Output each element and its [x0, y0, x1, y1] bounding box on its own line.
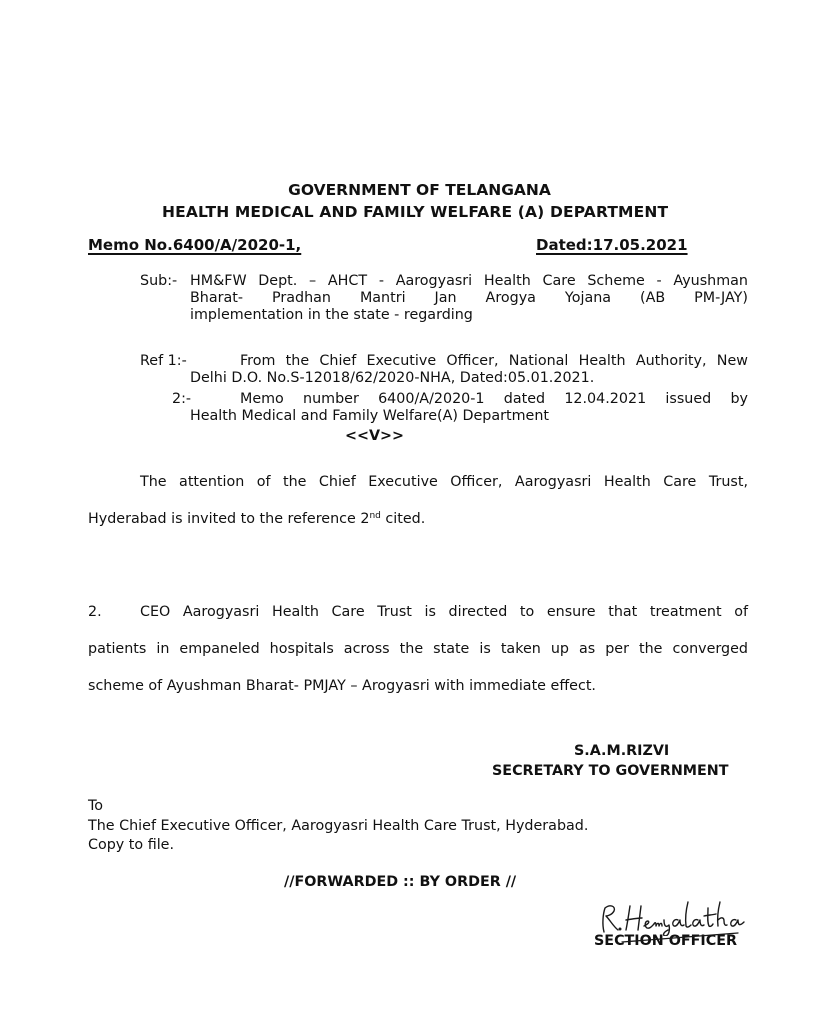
subject-label: Sub:-	[140, 273, 178, 289]
paragraph-2	[88, 594, 748, 705]
subject-text	[190, 273, 748, 324]
forwarded-by-order: //FORWARDED :: BY ORDER //	[284, 874, 517, 890]
handwritten-signature	[596, 896, 766, 936]
department-heading: HEALTH MEDICAL AND FAMILY WELFARE (A) DEPARTMENT	[162, 203, 669, 221]
paragraph-1-text-end: cited.	[380, 511, 426, 527]
paragraph-1-text: Hyderabad is invited to the reference 2	[88, 511, 370, 527]
reference-2-line: Health Medical and Family Welfare(A) Department	[190, 408, 550, 424]
paragraph-2-line: patients in empaneled hospitals across the state is taken up as per the converged	[88, 641, 748, 657]
section-officer-title: SECTION OFFICER	[594, 933, 737, 949]
copy-to: Copy to file.	[88, 837, 175, 853]
government-heading: GOVERNMENT OF TELANGANA	[288, 181, 551, 199]
paragraph-1	[88, 464, 748, 538]
signatory-title: SECRETARY TO GOVERNMENT	[492, 763, 729, 779]
reference-separator: <<V>>	[345, 428, 404, 444]
paragraph-2-line: scheme of Ayushman Bharat- PMJAY – Arogyasri with immediate effect.	[88, 678, 596, 694]
reference-2-label: 2:-	[172, 391, 192, 407]
paragraph-2-text: CEO Aarogyasri Health Care Trust is directed to ensure that treatment of	[140, 604, 748, 620]
reference-1-line: Delhi D.O. No.S-12018/62/2020-NHA, Dated:05.01.2021.	[190, 370, 595, 386]
reference-1	[190, 353, 748, 387]
reference-label: Ref 1:-	[140, 353, 187, 369]
recipient: The Chief Executive Officer, Aarogyasri Health Care Trust, Hyderabad.	[88, 818, 589, 834]
paragraph-1-line	[88, 501, 748, 538]
paragraph-1-line: The attention of the Chief Executive Officer, Aarogyasri Health Care Trust,	[140, 474, 748, 490]
signatory-name: S.A.M.RIZVI	[574, 743, 670, 759]
ordinal-suffix: nd	[369, 511, 381, 521]
subject-line: Bharat- Pradhan Mantri Jan Arogya Yojana (AB PM-JAY)	[190, 290, 748, 306]
paragraph-number: 2.	[88, 604, 102, 620]
reference-2	[190, 391, 748, 425]
reference-1-line: From the Chief Executive Officer, National Health Authority, New	[240, 353, 748, 369]
memo-date: Dated:17.05.2021	[536, 236, 688, 254]
reference-2-line: Memo number 6400/A/2020-1 dated 12.04.2021 issued by	[240, 391, 748, 407]
subject-line: implementation in the state - regarding	[190, 307, 473, 323]
to-label: To	[88, 798, 104, 814]
subject-line: HM&FW Dept. – AHCT - Aarogyasri Health Care Scheme - Ayushman	[190, 273, 748, 289]
memo-number: Memo No.6400/A/2020-1,	[88, 236, 302, 254]
signature-underline-stroke	[620, 932, 740, 944]
paragraph-2-line	[88, 594, 748, 631]
